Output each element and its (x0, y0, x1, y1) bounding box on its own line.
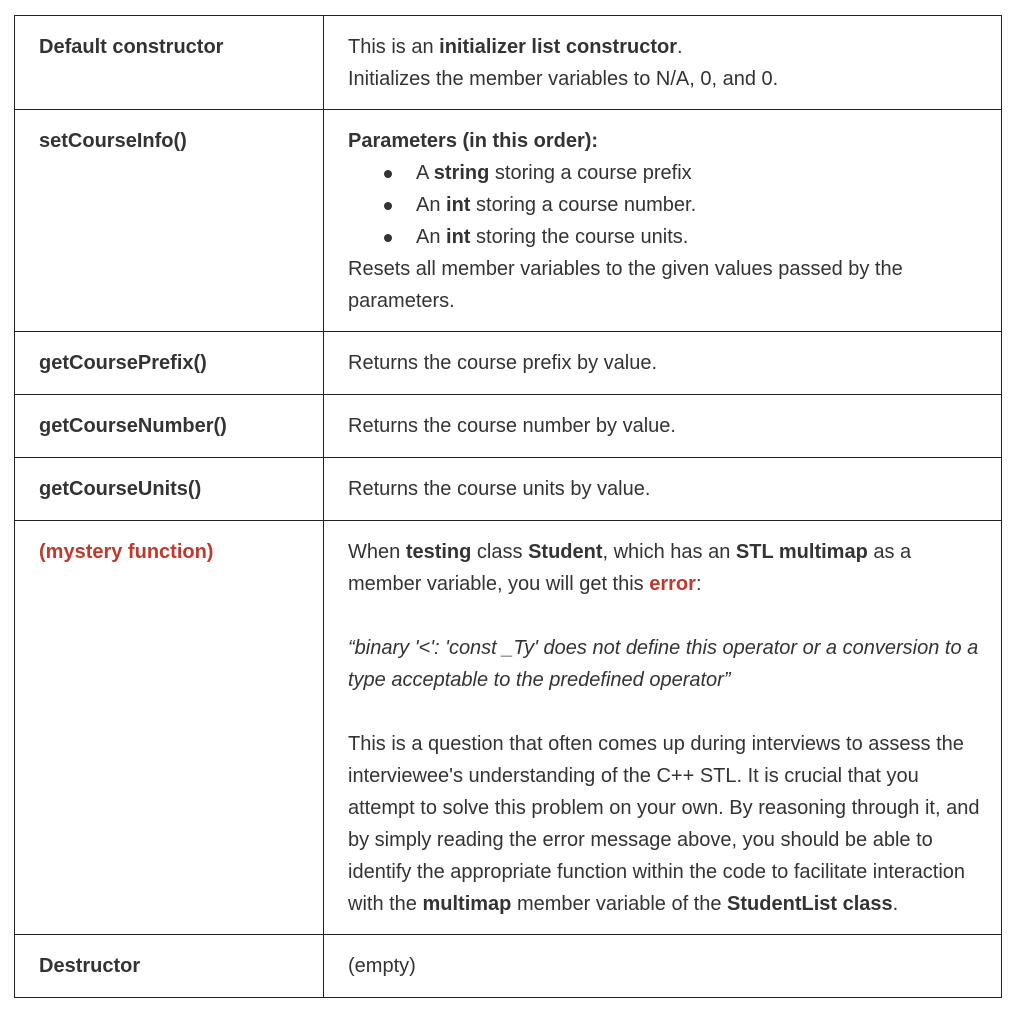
function-description: Returns the course number by value. (324, 395, 1002, 458)
table-row (15, 110, 1002, 332)
list-item: An int storing a course number. (382, 189, 989, 221)
function-spec-table (14, 15, 1002, 998)
bullet-icon (384, 202, 392, 210)
error-word: error (649, 573, 696, 595)
table-row (15, 935, 1002, 998)
function-name: Destructor (15, 935, 324, 998)
table-row (15, 521, 1002, 935)
bullet-icon (384, 234, 392, 242)
table-row (15, 458, 1002, 521)
params-heading: Parameters (in this order): (348, 130, 599, 152)
function-name: (mystery function) (15, 521, 324, 935)
table-row (15, 332, 1002, 395)
function-name: getCourseNumber() (15, 395, 324, 458)
table-row (15, 395, 1002, 458)
list-item: An int storing the course units. (382, 221, 989, 253)
function-description: Returns the course units by value. (324, 458, 1002, 521)
list-item: A string storing a course prefix (382, 157, 989, 189)
function-description: (empty) (324, 935, 1002, 998)
function-description: This is an initializer list constructor. Initializes the member variables to N/A, 0, and 0. (324, 16, 1002, 110)
function-description (324, 521, 1002, 935)
table-row (15, 16, 1002, 110)
function-description: Parameters (in this order): A string storing a course prefix An int storing a course number. An int storing the course units. Resets all member variables to the given values passed by the parameters. (324, 110, 1002, 332)
function-name: getCourseUnits() (15, 458, 324, 521)
bullet-icon (384, 170, 392, 178)
function-name: Default constructor (15, 16, 324, 110)
mystery-paragraph-3: This is a question that often comes up during interviews to assess the interviewee's understanding of the C++ STL. It is crucial that you attempt to solve this problem on your own. By reasoning through it, and by simply reading the error message above, you should be able to identify the appropriate function within the code to facilitate interaction with the multimap member variable of the StudentList class. (348, 733, 980, 915)
function-name: getCoursePrefix() (15, 332, 324, 395)
function-description: Returns the course prefix by value. (324, 332, 1002, 395)
function-name: setCourseInfo() (15, 110, 324, 332)
mystery-paragraph-1: When testing class Student, which has an STL multimap as a member variable, you will get this error: (348, 541, 912, 595)
params-list (348, 157, 989, 253)
error-quote: “binary '<': 'const _Ty' does not define this operator or a conversion to a type acceptable to the predefined operator” (348, 637, 979, 691)
